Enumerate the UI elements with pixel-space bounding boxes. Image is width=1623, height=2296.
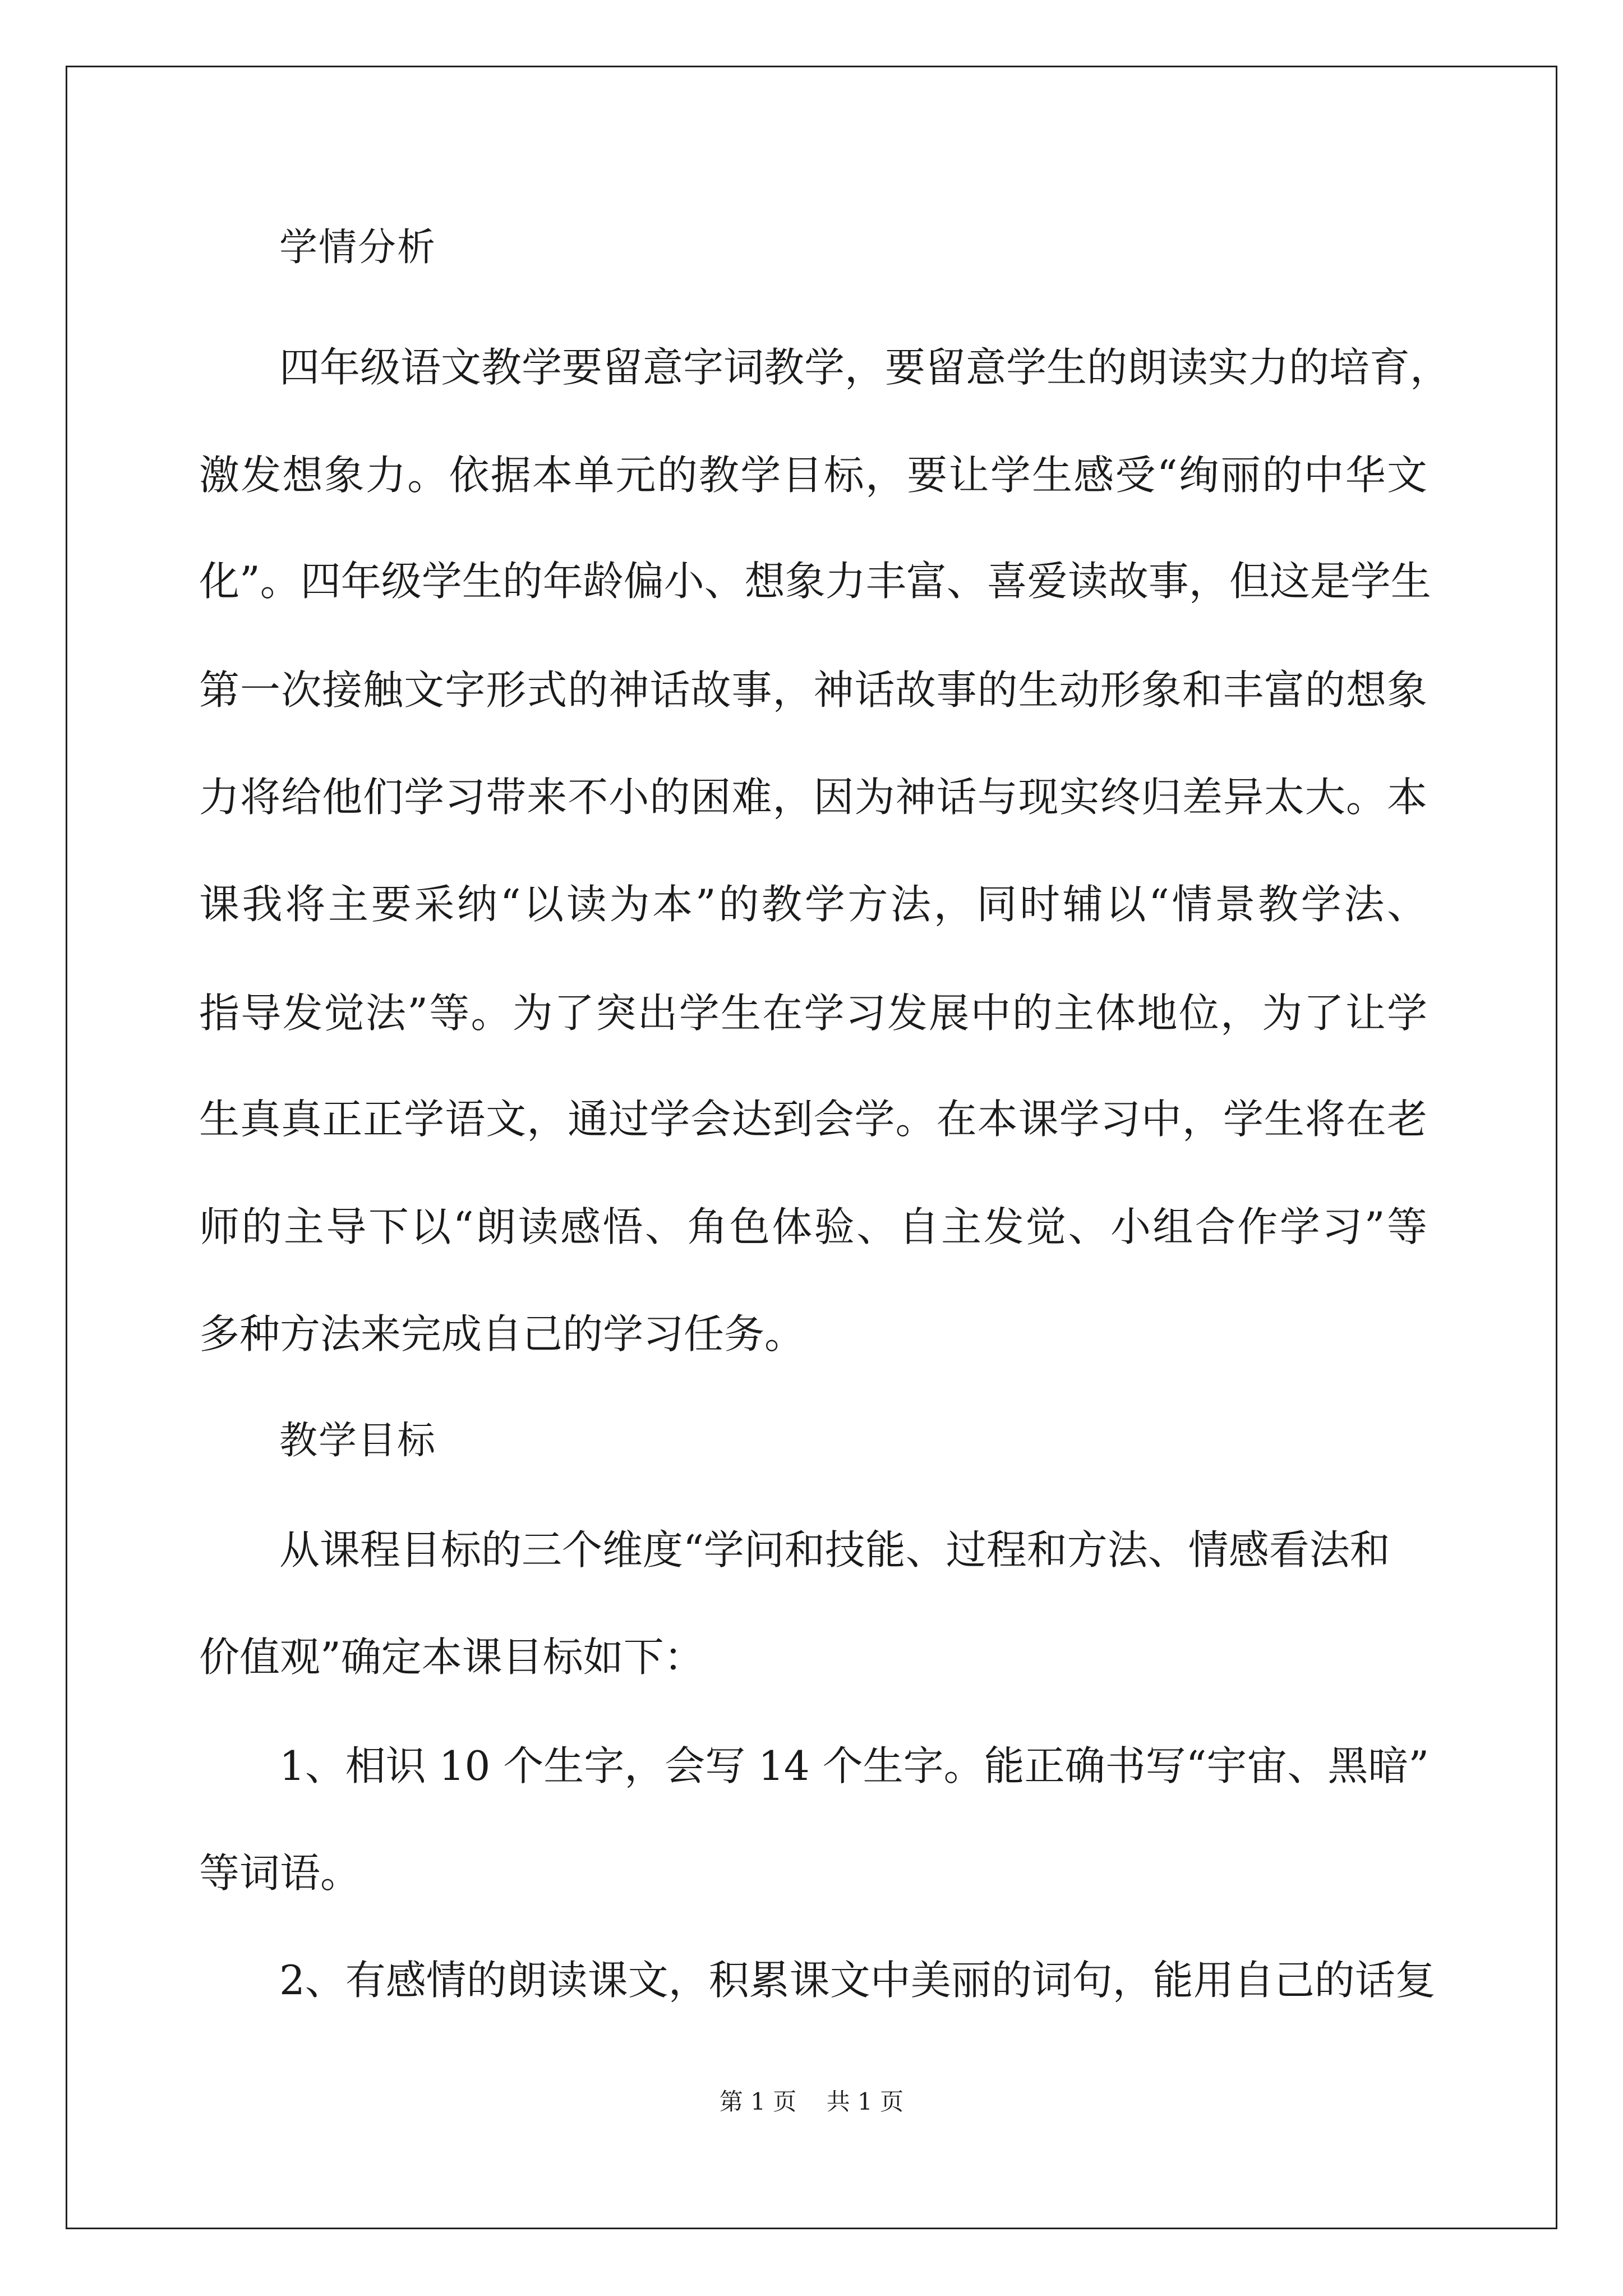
paragraph-line: 化”。四年级学生的年龄偏小、想象力丰富、喜爱读故事，但这是学生 (199, 558, 1431, 605)
paragraph-line: 课我将主要采纳“以读为本”的教学方法，同时辅以“情景教学法、 (199, 881, 1427, 928)
paragraph-line: 价值观”确定本课目标如下： (199, 1634, 704, 1681)
paragraph-line: 激发想象力。依据本单元的教学目标，要让学生感受“绚丽的中华文 (199, 452, 1427, 499)
paragraph-line: 力将给他们学习带来不小的困难，因为神话与现实终归差异太大。本 (199, 774, 1427, 821)
paragraph-line: 从课程目标的三个维度“学问和技能、过程和方法、情感看法和 (279, 1526, 1390, 1573)
page-number-footer: 第 1 页 共 1 页 (719, 2088, 904, 2115)
paragraph-line: 第一次接触文字形式的神话故事，神话故事的生动形象和丰富的想象 (199, 666, 1427, 714)
paragraph-line: 四年级语文教学要留意字词教学，要留意学生的朗读实力的培育， (279, 344, 1451, 391)
list-item: 2、有感情的朗读课文，积累课文中美丽的词句，能用自己的话复 (279, 1957, 1436, 2004)
paragraph-line: 生真真正正学语文，通过学会达到会学。在本课学习中，学生将在老 (199, 1096, 1427, 1143)
paragraph-line: 多种方法来完成自己的学习任务。 (199, 1310, 805, 1358)
paragraph-line: 师的主导下以“朗读感悟、角色体验、自主发觉、小组合作学习”等 (199, 1203, 1427, 1250)
section-heading: 教学目标 (279, 1419, 437, 1463)
paragraph-line: 等词语。 (199, 1849, 361, 1897)
list-item: 1、相识 10 个生字，会写 14 个生字。能正确书写“宇宙、黑暗” (279, 1742, 1430, 1789)
paragraph-line: 指导发觉法”等。为了突出学生在学习发展中的主体地位，为了让学 (199, 990, 1427, 1037)
section-heading: 学情分析 (279, 226, 437, 270)
